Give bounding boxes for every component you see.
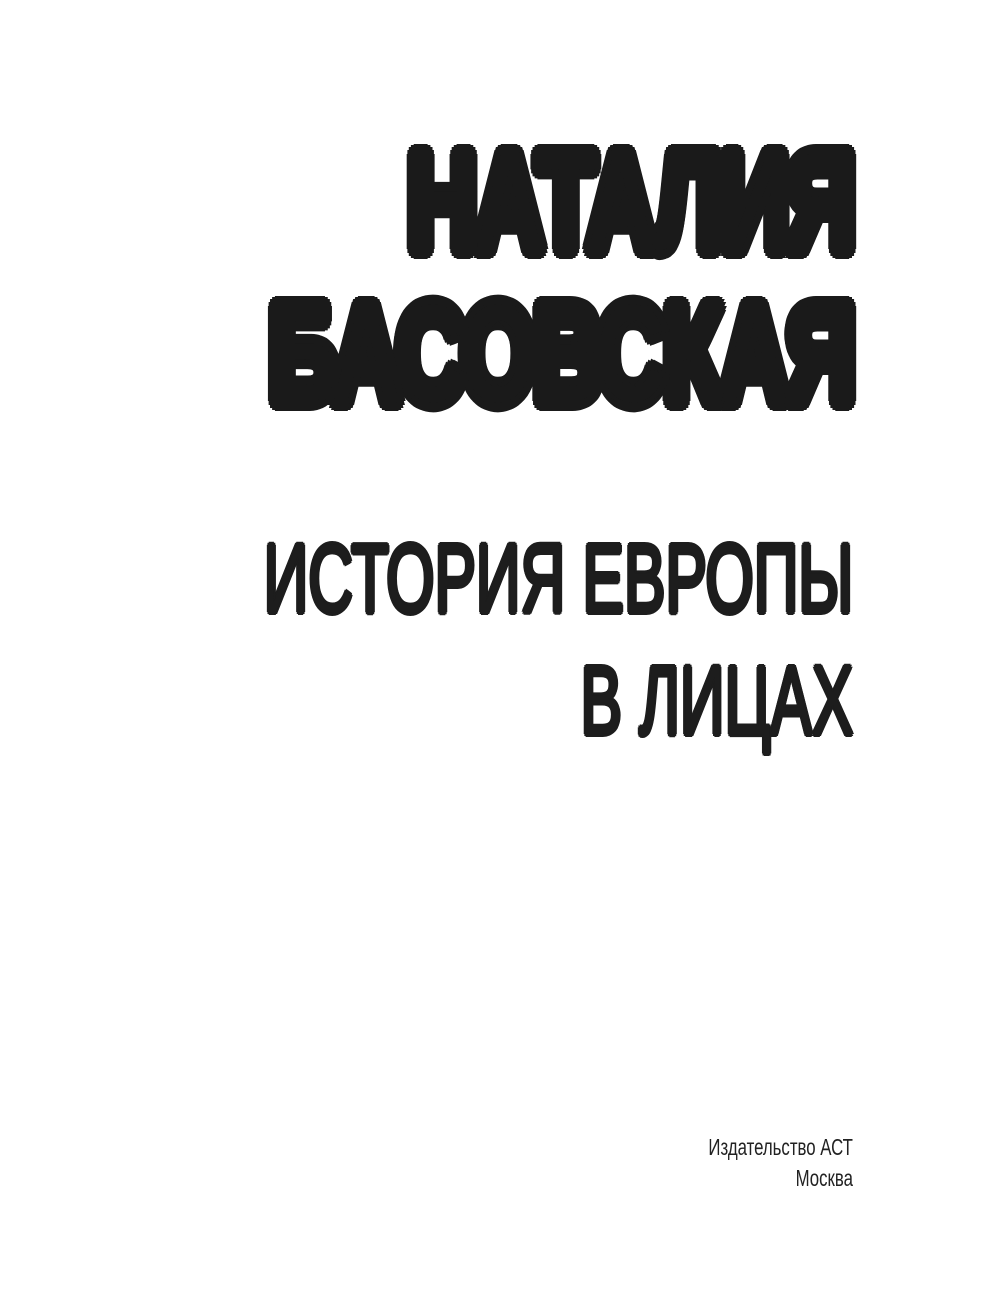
book-title-line-2: В ЛИЦАХ [580, 646, 853, 755]
book-title [263, 518, 853, 762]
author-name [269, 126, 853, 430]
author-last-name: БАСОВСКАЯ [268, 277, 853, 431]
author-first-name: НАТАЛИЯ [407, 125, 853, 279]
imprint [709, 1132, 853, 1194]
publisher-name: Издательство АСТ [708, 1134, 853, 1160]
book-title-line-1: ИСТОРИЯ ЕВРОПЫ [263, 524, 853, 633]
publisher-city: Москва [795, 1165, 853, 1191]
